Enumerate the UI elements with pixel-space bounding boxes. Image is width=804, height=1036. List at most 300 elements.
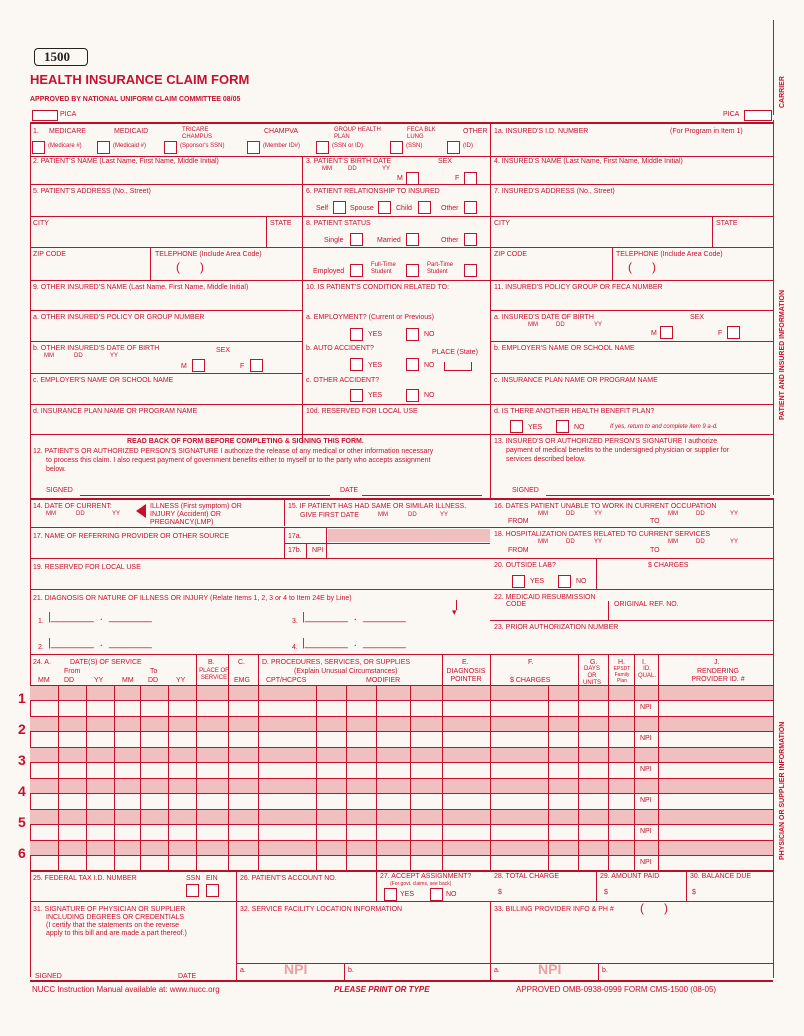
- service-line-shaded-3[interactable]: [30, 748, 773, 762]
- box10a-no-checkbox[interactable]: [406, 328, 419, 341]
- box17b-npi-div2: [326, 527, 327, 558]
- box15-l1: 15. IF PATIENT HAS HAD SAME OR SIMILAR ILLNESS.: [288, 503, 467, 510]
- other8-checkbox[interactable]: [464, 233, 477, 246]
- box24-a: 24. A.: [33, 659, 51, 666]
- box11a-female-checkbox[interactable]: [727, 326, 740, 339]
- mid-divider-c: [284, 498, 285, 526]
- single-label: Single: [324, 237, 344, 244]
- parttime-checkbox[interactable]: [464, 264, 477, 277]
- col-div-yy2: [168, 686, 169, 870]
- box16-to: TO: [650, 518, 660, 525]
- box11a-f: F: [718, 330, 723, 337]
- form-code: 1500: [44, 49, 70, 64]
- box15-l2: GIVE FIRST DATE: [300, 512, 359, 519]
- box9b-f: F: [240, 363, 245, 370]
- box15-yy: YY: [440, 512, 449, 518]
- box9b-yy: YY: [110, 353, 119, 359]
- box16-dd2: DD: [696, 511, 705, 517]
- box18-yy2: YY: [730, 539, 739, 545]
- rule-341-left: [30, 341, 302, 342]
- box3-f: F: [455, 175, 460, 182]
- col-div-d: [258, 655, 259, 870]
- box27-no-checkbox[interactable]: [430, 888, 443, 901]
- group-checkbox[interactable]: [316, 141, 329, 154]
- box1a-note: (For Program in Item 1): [670, 128, 743, 135]
- box24-col-dd1: DD: [64, 677, 75, 684]
- box33-ab-div: [598, 963, 599, 981]
- box24-j2: RENDERING PROVIDER ID. #: [691, 668, 745, 683]
- box9b-sex: SEX: [216, 347, 231, 354]
- diag-3: 3.: [292, 618, 298, 625]
- box33-b: b.: [602, 967, 608, 974]
- medicare-sub: (Medicare #): [48, 143, 82, 149]
- rule-310-right: [490, 310, 773, 311]
- service-line-npi: NPI: [640, 704, 652, 711]
- box10-label: 10. IS PATIENT'S CONDITION RELATED TO:: [306, 284, 450, 291]
- physician-side-label: PHYSICIAN OR SUPPLIER INFORMATION: [779, 721, 786, 860]
- child-label: Child: [396, 205, 412, 212]
- col-div-mm2: [114, 686, 115, 870]
- box24-d: D. PROCEDURES, SERVICES, OR SUPPLIES: [262, 659, 411, 666]
- medicaid-label: MEDICAID: [114, 128, 149, 135]
- medicare-checkbox[interactable]: [32, 141, 45, 154]
- box24-f: F.: [528, 659, 534, 666]
- box18-from: FROM: [508, 547, 529, 554]
- rule-184: [30, 184, 773, 185]
- footer-center: PLEASE PRINT OR TYPE: [334, 985, 430, 994]
- box3-sex: SEX: [438, 158, 453, 165]
- diag-4-field[interactable]: |_______ . _______: [302, 637, 406, 649]
- box18-mm: MM: [538, 539, 548, 545]
- service-line-shaded-6[interactable]: [30, 841, 773, 855]
- bottom-rule: [30, 980, 773, 982]
- box33-npi-watermark: NPI: [538, 961, 562, 977]
- box19-label: 19. RESERVED FOR LOCAL USE: [33, 564, 141, 571]
- married-checkbox[interactable]: [406, 233, 419, 246]
- pica-left: PICA: [60, 111, 77, 118]
- service-line-npi: NPI: [640, 735, 652, 742]
- spouse-label: Spouse: [350, 205, 374, 212]
- box17-label: 17. NAME OF REFERRING PROVIDER OR OTHER SOURCE: [33, 533, 230, 540]
- section-divider: [30, 498, 773, 500]
- ssn-checkbox[interactable]: [186, 884, 199, 897]
- r31-div-1: [236, 901, 237, 981]
- other-label: OTHER: [463, 128, 488, 135]
- box24-b: B.: [208, 659, 215, 666]
- box13-signed-line[interactable]: [546, 495, 770, 496]
- box3-mm: MM: [322, 166, 332, 172]
- box27-note: (For govt. claims, see back): [390, 881, 452, 887]
- box16-yy: YY: [594, 511, 603, 517]
- box32-ab-div: [344, 963, 345, 981]
- box3-dd: DD: [348, 166, 357, 172]
- box24-h2: EPSDT Family Plan: [613, 666, 631, 684]
- other-checkbox[interactable]: [447, 141, 460, 154]
- service-line-shaded-5[interactable]: [30, 810, 773, 824]
- champva-label: CHAMPVA: [264, 128, 299, 135]
- married-label: Married: [377, 237, 401, 244]
- rule-310-left: [30, 310, 302, 311]
- r25-div-4: [686, 871, 687, 901]
- service-line-mid-3: [30, 762, 773, 763]
- box33-label: 33. BILLING PROVIDER INFO & PH #: [494, 906, 614, 913]
- box14-l2: INJURY (Accident) OR: [150, 511, 221, 518]
- box30-dollar: $: [692, 889, 696, 896]
- service-line-number: 3: [18, 752, 26, 768]
- box24-g: G.: [590, 659, 598, 666]
- col-div-dd1: [58, 686, 59, 870]
- box1a-label: 1a. INSURED'S I.D. NUMBER: [494, 128, 589, 135]
- box32-label: 32. SERVICE FACILITY LOCATION INFORMATION: [240, 906, 403, 913]
- ein-checkbox[interactable]: [206, 884, 219, 897]
- box33-ab-rule: [490, 963, 773, 964]
- box12-signed-line[interactable]: [80, 495, 330, 496]
- box22-l1: 22. MEDICAID RESUBMISSION: [494, 594, 596, 601]
- box20-yes: YES: [530, 578, 545, 585]
- box20-no-checkbox[interactable]: [558, 575, 571, 588]
- box16-mm2: MM: [668, 511, 678, 517]
- group-sub: (SSN or ID): [332, 143, 364, 149]
- box9a-label: a. OTHER INSURED'S POLICY OR GROUP NUMBER: [33, 314, 205, 321]
- approval-line: APPROVED BY NATIONAL UNIFORM CLAIM COMMITTEE 08/05: [30, 96, 241, 103]
- service-line-mid-5: [30, 824, 773, 825]
- box12-date: DATE: [340, 487, 359, 494]
- box11a-male-checkbox[interactable]: [660, 326, 673, 339]
- box20-divider: [596, 558, 597, 589]
- tel-left-paren: ( ): [176, 260, 204, 274]
- box11a-yy: YY: [594, 322, 603, 328]
- feca-sub: (SSN): [406, 143, 423, 149]
- box11d-yes-checkbox[interactable]: [510, 420, 523, 433]
- feca-checkbox[interactable]: [390, 141, 403, 154]
- box11-label: 11. INSURED'S POLICY GROUP OR FECA NUMBER: [494, 284, 663, 291]
- tel-right: TELEPHONE (Include Area Code): [616, 251, 723, 258]
- carrier-divider: [773, 20, 774, 115]
- rule-373-right: [490, 373, 773, 374]
- diag-1: 1.: [38, 618, 44, 625]
- box9b-mm: MM: [44, 353, 54, 359]
- col-div-mod4: [410, 686, 411, 870]
- box13-text1: 13. INSURED'S OR AUTHORIZED PERSON'S SIGNATURE I authorize: [494, 438, 718, 445]
- box11d-no-checkbox[interactable]: [556, 420, 569, 433]
- box23-label: 23. PRIOR AUTHORIZATION NUMBER: [494, 624, 619, 631]
- box25-ssn: SSN: [186, 875, 201, 882]
- zip-left: ZIP CODE: [33, 251, 66, 258]
- box15-dd: DD: [408, 512, 417, 518]
- box9b-female-checkbox[interactable]: [250, 359, 263, 372]
- rule-589: [30, 589, 773, 590]
- box10b-label: b. AUTO ACCIDENT?: [306, 345, 374, 352]
- box24-col-mm1: MM: [38, 677, 50, 684]
- box20-label: 20. OUTSIDE LAB?: [494, 562, 556, 569]
- box24-h: H.: [618, 659, 625, 666]
- diag-4: 4.: [292, 644, 298, 651]
- box24-cpt: CPT/HCPCS: [266, 677, 307, 684]
- fulltime-label: Full-Time Student: [371, 262, 396, 275]
- box24-place: PLACE OF SERVICE: [199, 668, 229, 681]
- other-sub: (ID): [463, 143, 473, 149]
- box11a-sex: SEX: [690, 314, 705, 321]
- box9d-label: d. INSURANCE PLAN NAME OR PROGRAM NAME: [33, 408, 198, 415]
- box32-npi-watermark: NPI: [284, 961, 308, 977]
- box14-l3: PREGNANCY(LMP): [150, 519, 214, 526]
- box32-a: a.: [240, 967, 246, 974]
- box20-yes-checkbox[interactable]: [512, 575, 525, 588]
- box24-col-mm2: MM: [122, 677, 134, 684]
- rule-558: [30, 558, 773, 559]
- box11b-label: b. EMPLOYER'S NAME OR SCHOOL NAME: [494, 345, 635, 352]
- box3-yy: YY: [382, 166, 391, 172]
- box13-text2: payment of medical benefits to the undersigned physician or supplier for: [506, 447, 729, 454]
- patient-divider: [773, 120, 774, 495]
- box9b-m: M: [181, 363, 187, 370]
- box16-mm: MM: [538, 511, 548, 517]
- service-line-npi: NPI: [640, 828, 652, 835]
- box21-label: 21. DIAGNOSIS OR NATURE OF ILLNESS OR INJURY (Relate Items 1, 2, 3 or 4 to Item 24E by Line): [33, 595, 352, 602]
- box16-yy2: YY: [730, 511, 739, 517]
- parttime-label: Part-Time Student: [427, 262, 454, 275]
- diag-2-field[interactable]: |_______ . _______: [48, 637, 152, 649]
- box12-date-line[interactable]: [362, 495, 482, 496]
- col-div-c: [228, 655, 229, 870]
- box11d-no: NO: [574, 424, 585, 431]
- box14-arrow-icon: [136, 504, 146, 518]
- box7-label: 7. INSURED'S ADDRESS (No., Street): [494, 188, 615, 195]
- service-line-npi: NPI: [640, 766, 652, 773]
- box10b-yes: YES: [368, 362, 383, 369]
- box24-col-dd2: DD: [148, 677, 159, 684]
- zip-divider-left: [150, 247, 151, 280]
- box18-dd2: DD: [696, 539, 705, 545]
- rule-404: [30, 404, 773, 405]
- col-div-h: [608, 655, 609, 870]
- box17b-npi: NPI: [312, 547, 324, 554]
- box4-label: 4. INSURED'S NAME (Last Name, First Name, Middle Initial): [494, 158, 683, 165]
- box13-text3: services described below.: [506, 456, 586, 463]
- spouse-checkbox[interactable]: [378, 201, 391, 214]
- box17a-shade: [328, 529, 490, 542]
- footer-right: APPROVED OMB-0938-0999 FORM CMS-1500 (08-05): [516, 985, 717, 994]
- box33-a: a.: [494, 967, 500, 974]
- box2-label: 2. PATIENT'S NAME (Last Name, First Name, Middle Initial): [33, 158, 219, 165]
- box27-yes: YES: [400, 891, 415, 898]
- medicaid-checkbox[interactable]: [97, 141, 110, 154]
- box14-dd: DD: [76, 511, 85, 517]
- box31-l4: apply to this bill and are made a part thereof.): [46, 930, 187, 937]
- box33-paren: ( ): [640, 901, 668, 915]
- box12-signed: SIGNED: [46, 487, 73, 494]
- box12-text2: to process this claim. I also request payment of government benefits either to myself or to the party who accepts assignment: [46, 457, 431, 464]
- box11a-mm: MM: [528, 322, 538, 328]
- service-line-shaded-2[interactable]: [30, 717, 773, 731]
- box24-from: From: [64, 668, 81, 675]
- box24-charges: $ CHARGES: [510, 677, 551, 684]
- box10c-no-checkbox[interactable]: [406, 389, 419, 402]
- box14-label: 14. DATE OF CURRENT:: [33, 503, 112, 510]
- col-div-mod3: [376, 686, 377, 870]
- tel-left: TELEPHONE (Include Area Code): [155, 251, 262, 258]
- box32-b: b.: [348, 967, 354, 974]
- champva-checkbox[interactable]: [247, 141, 260, 154]
- pica-left-box[interactable]: [32, 110, 58, 121]
- col-div-e: [442, 655, 443, 870]
- footer-left: NUCC Instruction Manual available at: www.nucc.org: [32, 985, 220, 994]
- box6-label: 6. PATIENT RELATIONSHIP TO INSURED: [306, 188, 440, 195]
- service-line-mid-1: [30, 700, 773, 701]
- box30-label: 30. BALANCE DUE: [690, 873, 752, 880]
- box24-e2: DIAGNOSIS POINTER: [446, 668, 486, 683]
- box21-arrow-head: ▾: [452, 607, 457, 617]
- box18-label: 18. HOSPITALIZATION DATES RELATED TO CURRENT SERVICES: [494, 531, 711, 538]
- box24-g2: DAYS OR UNITS: [583, 666, 601, 686]
- zip-right: ZIP CODE: [494, 251, 527, 258]
- box17b-label: 17b.: [288, 547, 302, 554]
- diag-2: 2.: [38, 644, 44, 651]
- col-div-j: [658, 655, 659, 870]
- box24-i2: ID. QUAL.: [637, 666, 656, 679]
- patient-side-label: PATIENT AND INSURED INFORMATION: [779, 289, 786, 420]
- box24-dates: DATE(S) OF SERVICE: [70, 659, 142, 666]
- state-divider-right: [712, 216, 713, 247]
- box11a-m: M: [651, 330, 657, 337]
- pica-right-box[interactable]: [744, 110, 772, 121]
- diag-3-field[interactable]: |_______ . _______: [302, 611, 406, 623]
- col-div-yy1: [86, 686, 87, 870]
- city-label-right: CITY: [494, 220, 510, 227]
- other8-label: Other: [441, 237, 459, 244]
- r25-div-2: [376, 871, 377, 901]
- box28-dollar: $: [498, 889, 502, 896]
- box10c-yes-checkbox[interactable]: [350, 389, 363, 402]
- rule-156: [30, 156, 773, 157]
- service-line-number: 2: [18, 721, 26, 737]
- box31-l3: (I certify that the statements on the reverse: [46, 922, 180, 929]
- diag-1-field[interactable]: |_______ . _______: [48, 611, 152, 623]
- form-title: HEALTH INSURANCE CLAIM FORM: [30, 72, 250, 87]
- service-line-shaded-1[interactable]: [30, 686, 773, 700]
- box31-date: DATE: [178, 973, 197, 980]
- box31-l2: INCLUDING DEGREES OR CREDENTIALS: [46, 914, 185, 921]
- service-line-number: 4: [18, 783, 26, 799]
- rule-247: [30, 247, 773, 248]
- box25-label: 25. FEDERAL TAX I.D. NUMBER: [33, 875, 137, 882]
- box24-bottom-rule: [30, 870, 773, 872]
- service-line-mid-6: [30, 855, 773, 856]
- box24-modifier: MODIFIER: [366, 677, 401, 684]
- col-div-b: [196, 655, 197, 870]
- self-checkbox[interactable]: [333, 201, 346, 214]
- child-checkbox[interactable]: [418, 201, 431, 214]
- box31-l1: 31. SIGNATURE OF PHYSICIAN OR SUPPLIER: [33, 906, 186, 913]
- medicaid-sub: (Medicaid #): [113, 143, 147, 149]
- box9b-male-checkbox[interactable]: [192, 359, 205, 372]
- box18-yy: YY: [594, 539, 603, 545]
- box9b-label: b. OTHER INSURED'S DATE OF BIRTH: [33, 345, 160, 352]
- box25-ein: EIN: [206, 875, 218, 882]
- service-line-npi: NPI: [640, 859, 652, 866]
- box11c-label: c. INSURANCE PLAN NAME OR PROGRAM NAME: [494, 377, 658, 384]
- service-line-mid-4: [30, 793, 773, 794]
- box10a-label: a. EMPLOYMENT? (Current or Previous): [306, 314, 434, 321]
- box9c-label: c. EMPLOYER'S NAME OR SCHOOL NAME: [33, 377, 174, 384]
- box16-dd: DD: [566, 511, 575, 517]
- box11d-label: d. IS THERE ANOTHER HEALTH BENEFIT PLAN?: [494, 408, 655, 415]
- service-line-shaded-4[interactable]: [30, 779, 773, 793]
- box11a-label: a. INSURED'S DATE OF BIRTH: [494, 314, 594, 321]
- box24-e: E.: [462, 659, 469, 666]
- box20-charges: $ CHARGES: [648, 562, 689, 569]
- champva-sub: (Member ID#): [263, 143, 301, 149]
- box24-to: To: [150, 668, 158, 675]
- r25-div-1: [236, 871, 237, 901]
- state-label-right: STATE: [716, 220, 738, 227]
- box29-label: 29. AMOUNT PAID: [600, 873, 660, 880]
- col-div-f: [490, 655, 491, 870]
- box11d-note: If yes, return to and complete item 9 a-d.: [610, 424, 718, 430]
- box10a-yes-checkbox[interactable]: [350, 328, 363, 341]
- employed-label: Employed: [313, 268, 345, 275]
- place-state-field[interactable]: [444, 362, 472, 371]
- box22-divider: [608, 601, 609, 620]
- box14-l1: ILLNESS (First symptom) OR: [150, 503, 242, 510]
- rule-527: [30, 527, 773, 528]
- box31-signed: SIGNED: [35, 973, 62, 980]
- box11d-yes: YES: [528, 424, 543, 431]
- tricare-checkbox[interactable]: [164, 141, 177, 154]
- box24-d2: (Explain Unusual Circumstances): [294, 668, 398, 675]
- self-label: Self: [316, 205, 329, 212]
- box26-label: 26. PATIENT'S ACCOUNT NO.: [240, 875, 337, 882]
- service-line-npi: NPI: [640, 797, 652, 804]
- box10c-label: c. OTHER ACCIDENT?: [306, 377, 380, 384]
- box24-c: C.: [238, 659, 245, 666]
- box27-yes-checkbox[interactable]: [384, 888, 397, 901]
- state-divider-left: [266, 216, 267, 247]
- box10c-no: NO: [424, 392, 435, 399]
- box22-orig: ORIGINAL REF. NO.: [614, 601, 679, 608]
- box10b-place: PLACE (State): [432, 349, 478, 356]
- col-div-mod1: [316, 686, 317, 870]
- single-checkbox[interactable]: [350, 233, 363, 246]
- rule-434: [30, 434, 773, 435]
- box18-mm2: MM: [668, 539, 678, 545]
- r25-div-3: [596, 871, 597, 901]
- box17-mid-rule: [284, 543, 490, 544]
- col-div-dd2: [140, 686, 141, 870]
- fulltime-checkbox[interactable]: [406, 264, 419, 277]
- box14-yy: YY: [112, 511, 121, 517]
- city-label-left: CITY: [33, 220, 49, 227]
- employed-checkbox[interactable]: [350, 264, 363, 277]
- box10b-no-checkbox[interactable]: [406, 358, 419, 371]
- box27-label: 27. ACCEPT ASSIGNMENT?: [380, 873, 472, 880]
- box18-dd: DD: [566, 539, 575, 545]
- box10a-yes: YES: [368, 331, 383, 338]
- box3-label: 3. PATIENT'S BIRTH DATE: [306, 158, 392, 165]
- box24-emg: EMG: [234, 677, 250, 684]
- mid-divider-a: [302, 156, 303, 443]
- service-line-number: 5: [18, 814, 26, 830]
- other6-checkbox[interactable]: [464, 201, 477, 214]
- service-line-number: 1: [18, 690, 26, 706]
- box28-label: 28. TOTAL CHARGE: [494, 873, 560, 880]
- zip-divider-right: [612, 247, 613, 280]
- tel-right-paren: ( ): [628, 260, 656, 274]
- box1-label: 1.: [33, 128, 39, 135]
- box24-col-yy2: YY: [176, 677, 186, 684]
- box12-text1: 12. PATIENT'S OR AUTHORIZED PERSON'S SIGNATURE I authorize the release of any medical or other information necessary: [33, 448, 434, 455]
- box10b-yes-checkbox[interactable]: [350, 358, 363, 371]
